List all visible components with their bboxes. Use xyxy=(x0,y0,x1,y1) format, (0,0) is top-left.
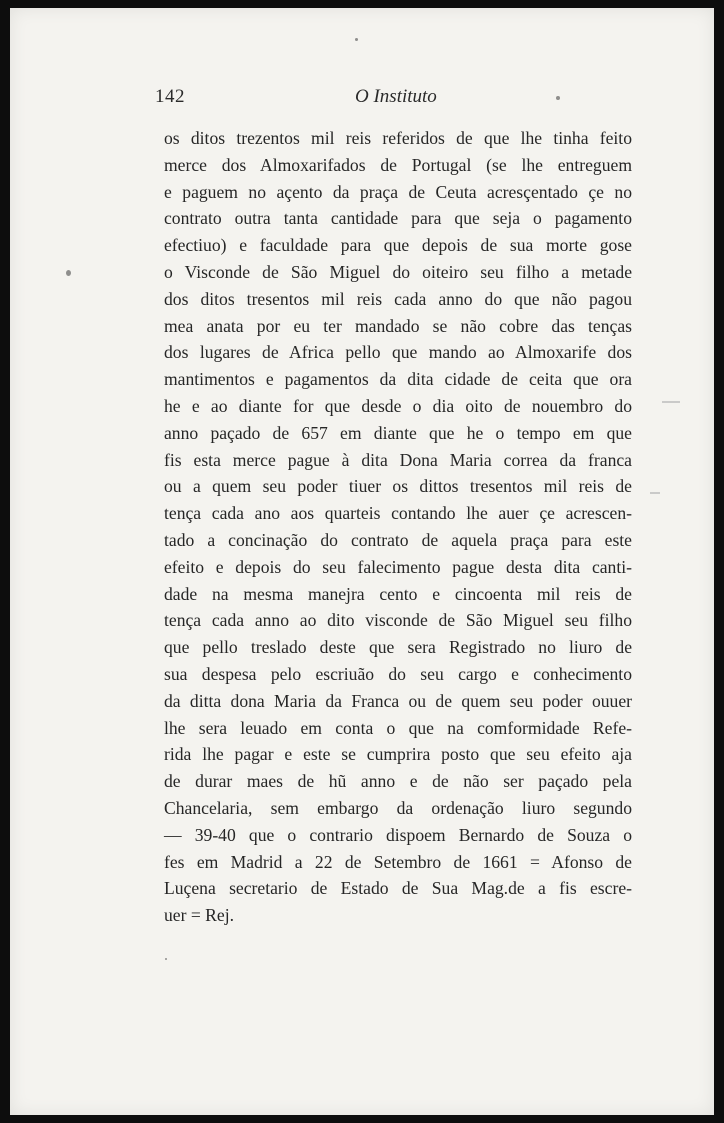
text-line: que pello treslado deste que sera Registrado no liuro de xyxy=(164,637,632,658)
text-line: rida lhe pagar e este se cumprira posto que seu efeito aja xyxy=(164,744,632,765)
body-text xyxy=(164,125,632,929)
text-line: efectiuo) e faculdade para que depois de sua morte gose xyxy=(164,235,632,256)
text-line: — 39-40 que o contrario dispoem Bernardo de Souza o xyxy=(164,824,632,845)
text-line: os ditos trezentos mil reis referidos de que lhe tinha feito xyxy=(164,128,632,148)
text-line: he e ao diante for que desde o dia oito de nouembro do xyxy=(164,395,632,416)
text-line: e paguem no açento da praça de Ceuta acresçentado çe no xyxy=(164,181,632,202)
text-line: Chancelaria, sem embargo da ordenação liuro segundo xyxy=(164,797,632,818)
ink-speck xyxy=(66,270,71,276)
text-line: uer = Rej. xyxy=(164,905,235,926)
text-line: lhe sera leuado em conta o que na comformidade Refe- xyxy=(164,717,632,738)
page-number: 142 xyxy=(155,86,185,107)
text-line: fes em Madrid a 22 de Setembro de 1661 = Afonso de xyxy=(164,851,632,872)
text-line: de durar maes de hũ anno e de não ser paçado pela xyxy=(164,771,632,792)
ink-speck xyxy=(165,958,167,960)
text-line: merce dos Almoxarifados de Portugal (se lhe entreguem xyxy=(164,154,632,175)
text-line: mantimentos e pagamentos da dita cidade de ceita que ora xyxy=(164,369,632,390)
text-line: tença cada anno ao dito visconde de São Miguel seu filho xyxy=(164,610,632,631)
text-line: dos lugares de Africa pello que mando ao Almoxarife dos xyxy=(164,342,632,363)
text-line: tado a concinação do contrato de aquela praça para este xyxy=(164,529,632,550)
text-line: mea anata por eu ter mandado se não cobre das tenças xyxy=(164,315,632,336)
text-line: ou a quem seu poder tiuer os dittos tresentos mil reis de xyxy=(164,476,632,497)
text-line: da ditta dona Maria da Franca ou de quem seu poder ouuer xyxy=(164,690,632,711)
margin-mark xyxy=(650,492,660,494)
text-line: contrato outra tanta cantidade para que seja o pagamento xyxy=(164,208,632,229)
running-title: O Instituto xyxy=(355,86,437,107)
text-line: sua despesa pelo escriuão do seu cargo e conhecimento xyxy=(164,663,632,684)
text-line: fis esta merce pague à dita Dona Maria correa da franca xyxy=(164,449,632,470)
text-line: anno paçado de 657 em diante que he o tempo em que xyxy=(164,422,632,443)
text-line: efeito e depois do seu falecimento pague desta dita canti- xyxy=(164,556,632,577)
text-line: Luçena secretario de Estado de Sua Mag.de a fis escre- xyxy=(164,878,632,899)
text-line: dos ditos tresentos mil reis cada anno do que não pagou xyxy=(164,288,632,309)
page-header xyxy=(155,82,655,112)
text-line: o Visconde de São Miguel do oiteiro seu filho a metade xyxy=(164,261,632,282)
text-line: tença cada ano aos quarteis contando lhe auer çe acrescen- xyxy=(164,503,632,524)
text-line: dade na mesma manejra cento e cincoenta mil reis de xyxy=(164,583,632,604)
ink-speck xyxy=(355,38,358,41)
margin-mark xyxy=(662,401,680,403)
